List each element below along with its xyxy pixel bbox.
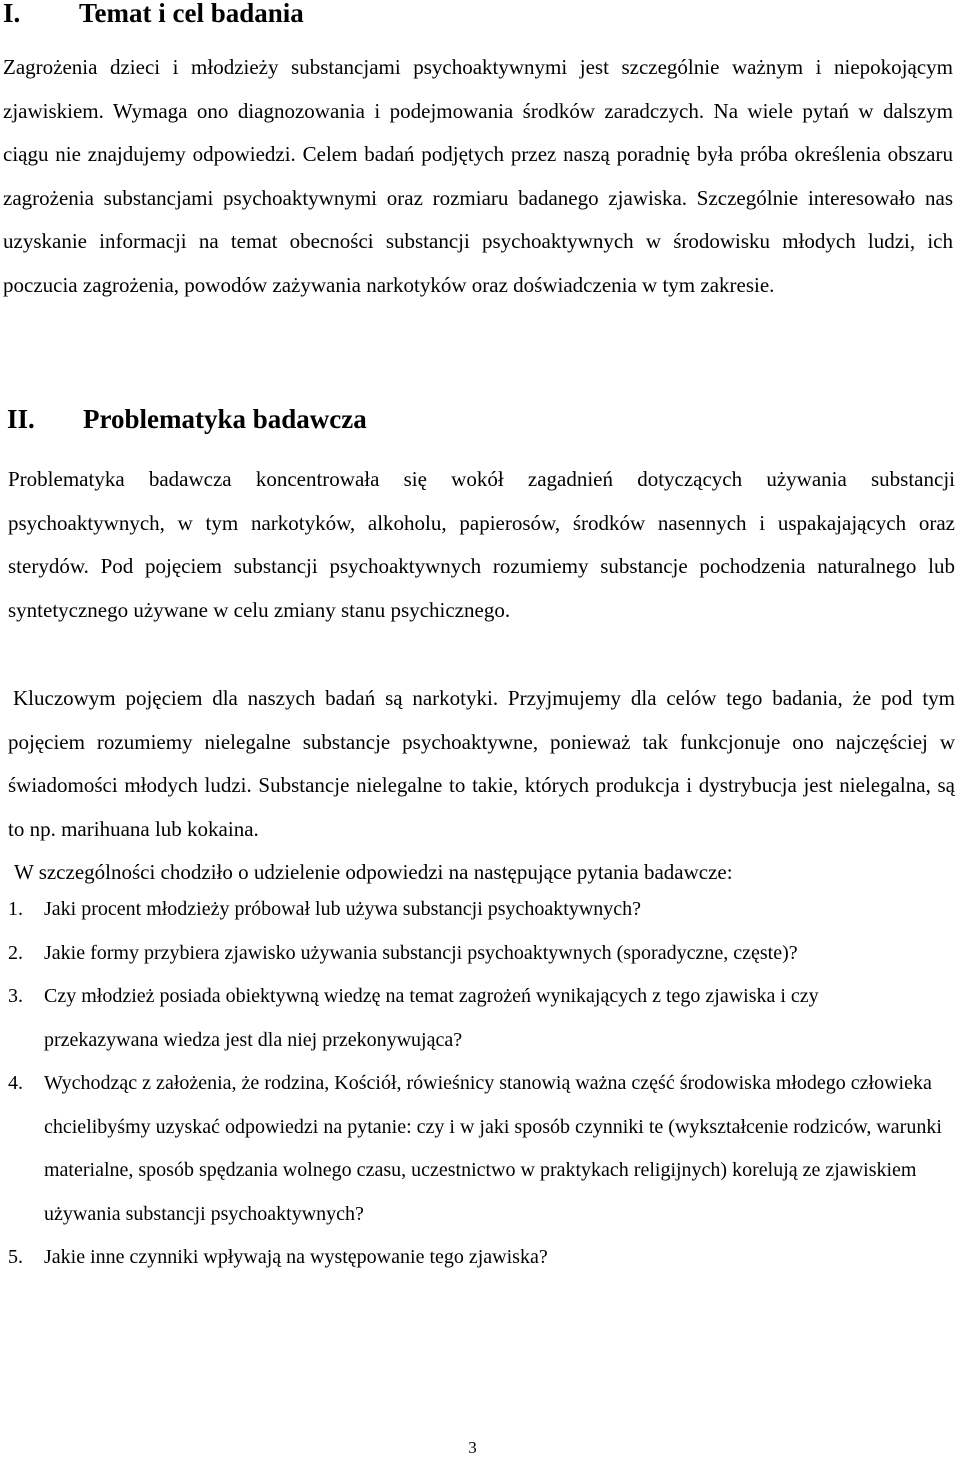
question-text: Jakie inne czynniki wpływają na występowanie tego zjawiska? <box>44 1246 548 1268</box>
section-2-paragraph-1: Problematyka badawcza koncentrowała się wokół zagadnień dotyczących używania substancji psychoaktywnych, w tym narkotyków, alkoholu, papierosów, środków nasennych i uspakajających oraz sterydów. Pod pojęciem substancji psychoaktywnych rozumiemy substancje pochodzenia naturalnego lub syntetycznego używane w celu zmiany stanu psychicznego. <box>8 467 955 622</box>
research-questions-list <box>8 888 948 1280</box>
list-item <box>8 888 948 932</box>
question-number: 4. <box>8 1072 23 1094</box>
question-number: 2. <box>8 941 23 964</box>
section-1-title: Temat i cel badania <box>79 0 304 28</box>
page-number: 3 <box>468 1438 477 1457</box>
question-number: 3. <box>8 985 23 1007</box>
section-1-number: I. <box>3 0 21 28</box>
question-text: Wychodząc z założenia, że rodzina, Kościół, rówieśnicy stanowią ważna część środowiska młodego człowieka chcielibyśmy uzyskać odpowiedzi na pytanie: czy i w jaki sposób czynniki te (wykształcenie rodziców, warunki materialne, sposób spędzania wolnego czasu, uczestnictwo w praktykach religijnych) korelują ze zjawiskiem używania substancji psychoaktywnych? <box>44 1072 942 1225</box>
section-2-paragraph-2: Kluczowym pojęciem dla naszych badań są narkotyki. Przyjmujemy dla celów tego badania, że pod tym pojęciem rozumiemy nielegalne substancje psychoaktywne, ponieważ tak funkcjonuje ono najczęściej w świadomości młodych ludzi. Substancje nielegalne to takie, których produkcja i dystrybucja jest nielegalna, są to np. marihuana lub kokaina. <box>8 686 955 841</box>
list-item <box>8 975 948 1062</box>
question-text: Jaki procent młodzieży próbował lub używa substancji psychoaktywnych? <box>44 898 642 920</box>
list-item <box>8 1062 948 1236</box>
section-1-paragraph: Zagrożenia dzieci i młodzieży substancjami psychoaktywnymi jest szczególnie ważnym i niepokojącym zjawiskiem. Wymaga ono diagnozowania i podejmowania środków zaradczych. Na wiele pytań w dalszym ciągu nie znajdujemy odpowiedzi. Celem badań podjętych przez naszą poradnię była próba określenia obszaru zagrożenia substancjami psychoaktywnymi oraz rozmiaru badanego zjawiska. Szczególnie interesowało nas uzyskanie informacji na temat obecności substancji psychoaktywnych w środowisku młodych ludzi, ich poczucia zagrożenia, powodów zażywania narkotyków oraz doświadczenia w tym zakresie. <box>3 55 953 297</box>
question-number: 1. <box>8 898 23 920</box>
list-item <box>8 932 948 976</box>
list-item <box>8 1236 948 1280</box>
questions-intro: W szczególności chodziło o udzielenie odpowiedzi na następujące pytania badawcze: <box>14 860 733 884</box>
section-1-heading <box>3 0 403 28</box>
section-2-title: Problematyka badawcza <box>83 404 367 434</box>
question-text: Jakie formy przybiera zjawisko używania substancji psychoaktywnych (sporadyczne, częste)? <box>44 941 798 964</box>
question-number: 5. <box>8 1246 23 1268</box>
question-text: Czy młodzież posiada obiektywną wiedzę na temat zagrożeń wynikających z tego zjawiska i czy przekazywana wiedza jest dla niej przekonywująca? <box>44 985 819 1051</box>
section-2-number: II. <box>7 404 35 434</box>
section-2-heading <box>7 404 507 434</box>
